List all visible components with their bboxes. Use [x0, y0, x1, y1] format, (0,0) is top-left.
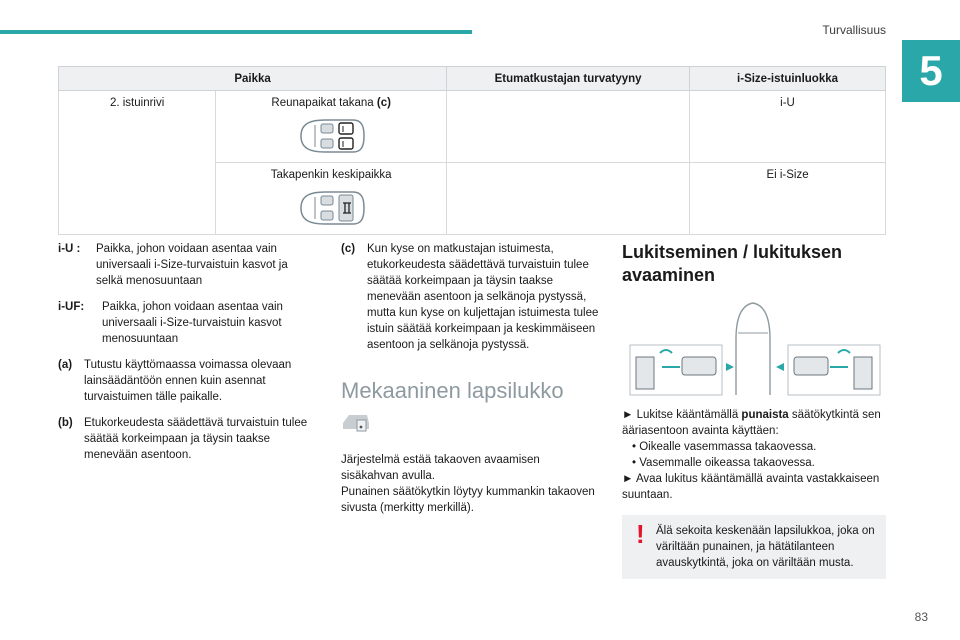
table-cell-place — [216, 163, 447, 235]
lock-step-1 — [622, 407, 886, 439]
definition-text: Etukorkeudesta säädettävä turvaistuin tulee säätää korkeimpaan ja täysin taakse menevään asentoon. — [84, 417, 308, 461]
definitions-list — [58, 241, 313, 473]
section-title: Turvallisuus — [822, 23, 886, 37]
place-text: Takapenkin keskipaikka — [270, 169, 392, 181]
table-cell-place — [216, 91, 447, 163]
child-lock-heading: Mekaaninen lapsilukko — [341, 378, 564, 403]
car-center-seat-icon — [295, 189, 367, 227]
child-lock-door-icon — [341, 409, 371, 433]
definition-item — [58, 241, 313, 289]
definition-item — [58, 415, 313, 463]
child-lock-text-2: Punainen säätökytkin löytyy kummankin takaoven sivusta (merkitty merkillä). — [341, 486, 595, 514]
lock-step-1-emphasis: punaista — [741, 409, 789, 421]
child-lock-text-1: Järjestelmä estää takaoven avaamisen sisäkahvan avulla. — [341, 454, 540, 482]
warning-icon: ! — [636, 519, 645, 549]
row-label: 2. istuinrivi — [59, 91, 216, 235]
definition-key: (b) — [58, 417, 73, 429]
warning-box — [622, 515, 886, 579]
table-cell-airbag — [447, 91, 690, 163]
header-accent-bar — [0, 30, 472, 34]
place-mark: (c) — [376, 97, 391, 109]
lock-step-1-suffix: säätökytkintä sen ääriasentoon avainta käyttäen: — [622, 409, 881, 437]
unlock-step: ► Avaa lukitus kääntämällä avainta vastakkaiseen suuntaan. — [622, 473, 880, 501]
definition-key: (c) — [341, 243, 356, 255]
definition-key: i-U : — [58, 243, 81, 255]
col-header-isize: i-Size-istuinluokka — [690, 67, 886, 91]
place-text: Reunapaikat takana — [271, 97, 377, 109]
definition-key: i-UF: — [58, 301, 85, 313]
table-cell-class: Ei i-Size — [690, 163, 886, 235]
table-cell-class: i-U — [690, 91, 886, 163]
warning-text: Älä sekoita keskenään lapsilukkoa, joka on väriltään punainen, ja hätätilanteen avauskytkintä, joka on väriltään musta. — [656, 525, 875, 569]
seat-table — [58, 66, 886, 235]
definition-item — [341, 241, 599, 353]
right-column — [622, 241, 886, 579]
page-number: 83 — [914, 610, 928, 624]
child-lock-illustration — [626, 297, 884, 397]
definition-text: Paikka, johon voidaan asentaa vain universaali i-Size-turvaistuin kasvot ja selkä menosuuntaan — [96, 243, 288, 287]
lock-direction-list — [622, 439, 886, 471]
list-item: • Oikealle vasemmassa takaovessa. — [632, 439, 886, 455]
definition-text: Kun kyse on matkustajan istuimesta, etukorkeudesta säädettävä turvaistuin tulee säätää korkeimpaan ja täysin taakse menevään asentoon ja selkänoja pystyssä, mutta kun kyse on kuljettajan istuimesta tulee istuin säätää korkeimpaan ja keskimmäiseen asentoon ja selkänoja pystyssä. — [367, 243, 599, 351]
col-header-place: Paikka — [59, 67, 447, 91]
col-header-airbag: Etumatkustajan turvatyyny — [447, 67, 690, 91]
lock-step-1-prefix: ► Lukitse kääntämällä — [622, 409, 742, 421]
definition-text: Paikka, johon voidaan asentaa vain universaali i-Size-turvaistuin kasvot menosuuntaan — [102, 301, 283, 345]
list-item: • Vasemmalle oikeassa takaovessa. — [632, 455, 886, 471]
definition-item — [58, 357, 313, 405]
table-cell-airbag — [447, 163, 690, 235]
definition-text: Tutustu käyttömaassa voimassa olevaan lainsäädäntöön ennen kuin asennat turvaistuimen tälle paikalle. — [84, 359, 292, 403]
locking-heading: Lukitseminen / lukituksen avaaminen — [622, 242, 843, 285]
car-outer-seats-icon — [295, 117, 367, 155]
chapter-number: 5 — [902, 40, 960, 102]
definition-key: (a) — [58, 359, 73, 371]
definition-item — [58, 299, 313, 347]
middle-column — [341, 241, 599, 516]
